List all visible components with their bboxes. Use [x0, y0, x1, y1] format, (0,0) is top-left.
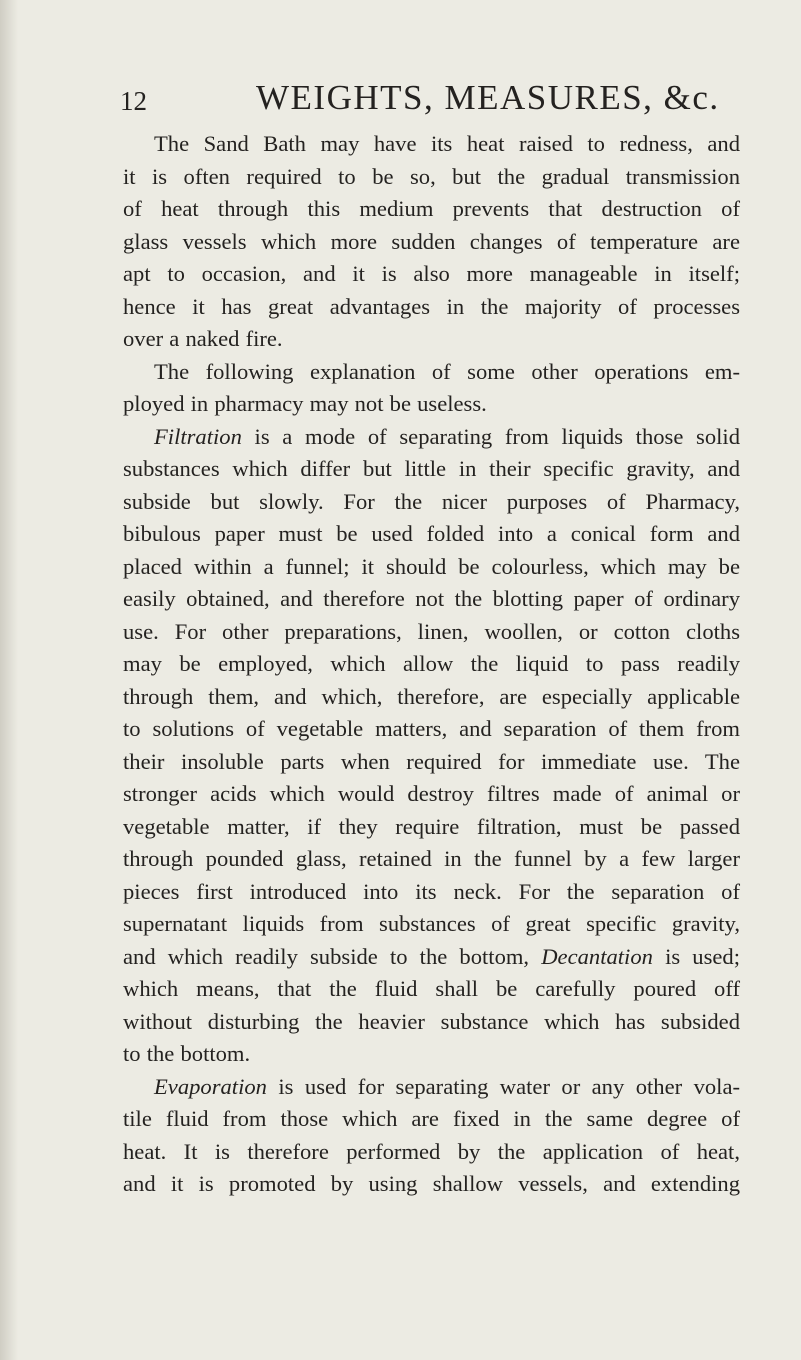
paragraph — [123, 128, 740, 356]
text-segment: placed within a funnel; it should be colourless, which may be — [123, 553, 740, 579]
text-segment: through them, and which, therefore, are especially applicable — [123, 683, 740, 709]
text-line — [123, 518, 740, 551]
text-segment: heat. It is therefore performed by the application of heat, — [123, 1138, 740, 1164]
text-line — [123, 453, 740, 486]
text-segment: without disturbing the heavier substance which has subsided — [123, 1008, 740, 1034]
text-line — [123, 941, 740, 974]
text-segment: is used for separating water or any other vola- — [266, 1073, 740, 1099]
text-segment: glass vessels which more sudden changes of temperature are — [123, 228, 740, 254]
text-line — [123, 551, 740, 584]
text-segment: ployed in pharmacy may not be useless. — [123, 391, 487, 416]
text-segment: vegetable matter, if they require filtration, must be passed — [123, 813, 740, 839]
text-line — [123, 161, 740, 194]
text-segment: bibulous paper must be used folded into a conical form and — [123, 521, 740, 546]
italic-term: Filtration — [154, 423, 242, 449]
text-segment: to the bottom. — [123, 1041, 251, 1066]
text-segment: subside but slowly. For the nicer purposes of Pharmacy, — [123, 488, 740, 514]
text-line — [123, 713, 740, 746]
body-text — [123, 128, 740, 1201]
text-segment: and it is promoted by using shallow vessels, and extending — [123, 1171, 740, 1196]
text-segment: of heat through this medium prevents that destruction of — [123, 196, 740, 221]
text-line — [123, 1071, 740, 1104]
page-number: 12 — [120, 86, 147, 116]
text-segment: apt to occasion, and it is also more manageable in itself; — [123, 261, 740, 286]
text-segment: supernatant liquids from substances of great specific gravity, — [123, 911, 740, 936]
text-line — [123, 1136, 740, 1169]
text-segment: which means, that the fluid shall be carefully poured off — [123, 976, 740, 1001]
italic-term: Evaporation — [154, 1073, 267, 1099]
text-line — [123, 648, 740, 681]
text-line — [123, 1038, 740, 1071]
text-segment: through pounded glass, retained in the funnel by a few larger — [123, 846, 740, 871]
text-segment: The Sand Bath may have its heat raised to redness, and — [154, 131, 740, 156]
text-line — [123, 486, 740, 519]
text-line — [123, 908, 740, 941]
text-line — [123, 356, 740, 389]
text-segment: to solutions of vegetable matters, and separation of them from — [123, 716, 740, 741]
text-line — [123, 1006, 740, 1039]
text-line — [123, 746, 740, 779]
text-line — [123, 843, 740, 876]
text-line — [123, 226, 740, 259]
text-segment: is used; — [652, 943, 740, 969]
text-segment: may be employed, which allow the liquid to pass readily — [123, 651, 740, 676]
italic-term: Decantation — [541, 943, 653, 969]
page-header — [120, 78, 740, 128]
text-line — [123, 323, 740, 356]
text-segment: substances which differ but little in their specific gravity, and — [123, 456, 740, 481]
text-segment: and which readily subside to the bottom, — [123, 943, 542, 969]
text-line — [123, 973, 740, 1006]
page-edge-shadow — [0, 0, 18, 1360]
text-line — [123, 583, 740, 616]
text-line — [123, 193, 740, 226]
text-segment: their insoluble parts when required for immediate use. The — [123, 748, 740, 774]
text-segment: stronger acids which would destroy filtres made of animal or — [123, 781, 740, 806]
text-line — [123, 811, 740, 844]
running-title: WEIGHTS, MEASURES, &c. — [256, 78, 720, 117]
text-line — [123, 421, 740, 454]
text-segment: over a naked fire. — [123, 326, 283, 351]
paragraph — [123, 421, 740, 1071]
text-line — [123, 876, 740, 909]
text-line — [123, 778, 740, 811]
text-line — [123, 258, 740, 291]
text-segment: tile fluid from those which are fixed in the same degree of — [123, 1106, 740, 1131]
text-segment: hence it has great advantages in the majority of processes — [123, 293, 740, 319]
text-segment: is a mode of separating from liquids those solid — [241, 423, 740, 449]
text-line — [123, 681, 740, 714]
text-segment: it is often required to be so, but the gradual transmission — [123, 163, 740, 189]
text-line — [123, 388, 740, 421]
paragraph — [123, 356, 740, 421]
text-line — [123, 128, 740, 161]
text-line — [123, 291, 740, 324]
text-line — [123, 616, 740, 649]
text-line — [123, 1103, 740, 1136]
text-segment: use. For other preparations, linen, woollen, or cotton cloths — [123, 618, 740, 644]
paragraph — [123, 1071, 740, 1201]
text-segment: pieces first introduced into its neck. For the separation of — [123, 878, 740, 904]
text-segment: easily obtained, and therefore not the blotting paper of ordinary — [123, 586, 740, 611]
text-segment: The following explanation of some other operations em- — [154, 358, 740, 384]
text-line — [123, 1168, 740, 1201]
